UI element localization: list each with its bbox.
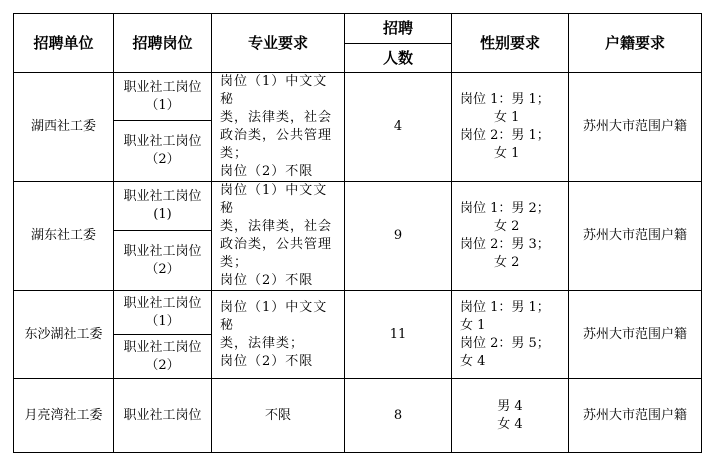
header-major: 专业要求: [212, 14, 345, 73]
header-position: 招聘岗位: [114, 14, 212, 73]
major-line: 类，法律类，社会: [220, 110, 333, 125]
count-cell: 9: [345, 182, 452, 291]
gender-line: 男 4: [497, 398, 523, 414]
gender-line: 岗位 2：男 5；: [460, 335, 550, 351]
major-cell: [212, 291, 345, 379]
table-row: [14, 182, 702, 231]
major-line: 类；: [220, 146, 249, 161]
position-cell: 职业社工岗位: [114, 379, 212, 453]
major-line: 岗位（1）中文文秘: [220, 74, 328, 107]
major-line: 政治类，公共管理: [220, 128, 333, 143]
major-line: 岗位（2）不限: [220, 164, 314, 179]
position-cell: [114, 73, 212, 121]
major-line: 岗位（2）不限: [220, 353, 314, 369]
gender-line: 岗位 1：男 1；: [460, 299, 550, 315]
position-number: （1）: [145, 97, 180, 113]
header-hukou: 户籍要求: [569, 14, 702, 73]
header-gender: 性别要求: [452, 14, 569, 73]
table-row: [14, 379, 702, 453]
gender-cell: [452, 73, 569, 182]
position-cell: [114, 291, 212, 335]
major-line: 类，法律类，社会: [220, 219, 333, 234]
gender-line: 女 2: [494, 219, 520, 234]
gender-line: 女 1: [494, 146, 520, 161]
position-cell: [114, 121, 212, 182]
major-line: 政治类，公共管理: [220, 237, 333, 252]
position-name: 职业社工岗位: [123, 243, 202, 259]
major-line: 类；: [220, 255, 249, 270]
recruitment-table-container: [13, 13, 702, 453]
position-name: 职业社工岗位: [123, 134, 202, 150]
position-name: 职业社工岗位: [123, 339, 202, 355]
header-count-top: 招聘: [345, 14, 452, 44]
recruitment-table: [13, 13, 702, 453]
gender-line: 女 2: [494, 255, 520, 270]
position-number: （2）: [145, 357, 180, 373]
hukou-cell: 苏州大市范围户籍: [569, 182, 702, 291]
major-line: 岗位（1）中文文秘: [220, 183, 328, 216]
position-cell: [114, 231, 212, 291]
unit-cell: 湖西社工委: [14, 73, 114, 182]
header-count-bottom: 人数: [345, 43, 452, 73]
count-cell: 8: [345, 379, 452, 453]
gender-line: 女 4: [460, 353, 486, 369]
count-cell: 11: [345, 291, 452, 379]
gender-cell: [452, 291, 569, 379]
gender-line: 岗位 1：男 2；: [460, 201, 550, 216]
table-row: [14, 73, 702, 121]
gender-line: 岗位 1：男 1；: [460, 92, 550, 107]
gender-line: 女 1: [460, 317, 486, 333]
position-cell: [114, 335, 212, 379]
unit-cell: 月亮湾社工委: [14, 379, 114, 453]
major-line: 岗位（1）中文文秘: [220, 299, 328, 333]
hukou-cell: 苏州大市范围户籍: [569, 379, 702, 453]
count-cell: 4: [345, 73, 452, 182]
position-number: (1): [153, 207, 172, 223]
major-line: 岗位（2）不限: [220, 273, 314, 288]
gender-line: 岗位 2：男 3；: [460, 237, 550, 252]
position-name: 职业社工岗位: [123, 189, 202, 205]
major-cell: [212, 182, 345, 291]
major-cell: 不限: [212, 379, 345, 453]
position-number: （2）: [145, 261, 180, 277]
unit-cell: 湖东社工委: [14, 182, 114, 291]
position-number: （1）: [145, 313, 180, 329]
major-line: 类，法律类；: [220, 335, 305, 351]
position-name: 职业社工岗位: [123, 295, 202, 311]
gender-line: 岗位 2：男 1；: [460, 128, 550, 143]
unit-cell: 东沙湖社工委: [14, 291, 114, 379]
position-number: （2）: [145, 152, 180, 168]
header-row: [14, 14, 702, 44]
gender-cell: [452, 379, 569, 453]
header-unit: 招聘单位: [14, 14, 114, 73]
gender-line: 女 1: [494, 110, 520, 125]
major-cell: [212, 73, 345, 182]
position-cell: [114, 182, 212, 231]
gender-cell: [452, 182, 569, 291]
table-row: [14, 291, 702, 335]
hukou-cell: 苏州大市范围户籍: [569, 291, 702, 379]
hukou-cell: 苏州大市范围户籍: [569, 73, 702, 182]
gender-line: 女 4: [497, 416, 523, 432]
position-name: 职业社工岗位: [123, 79, 202, 95]
